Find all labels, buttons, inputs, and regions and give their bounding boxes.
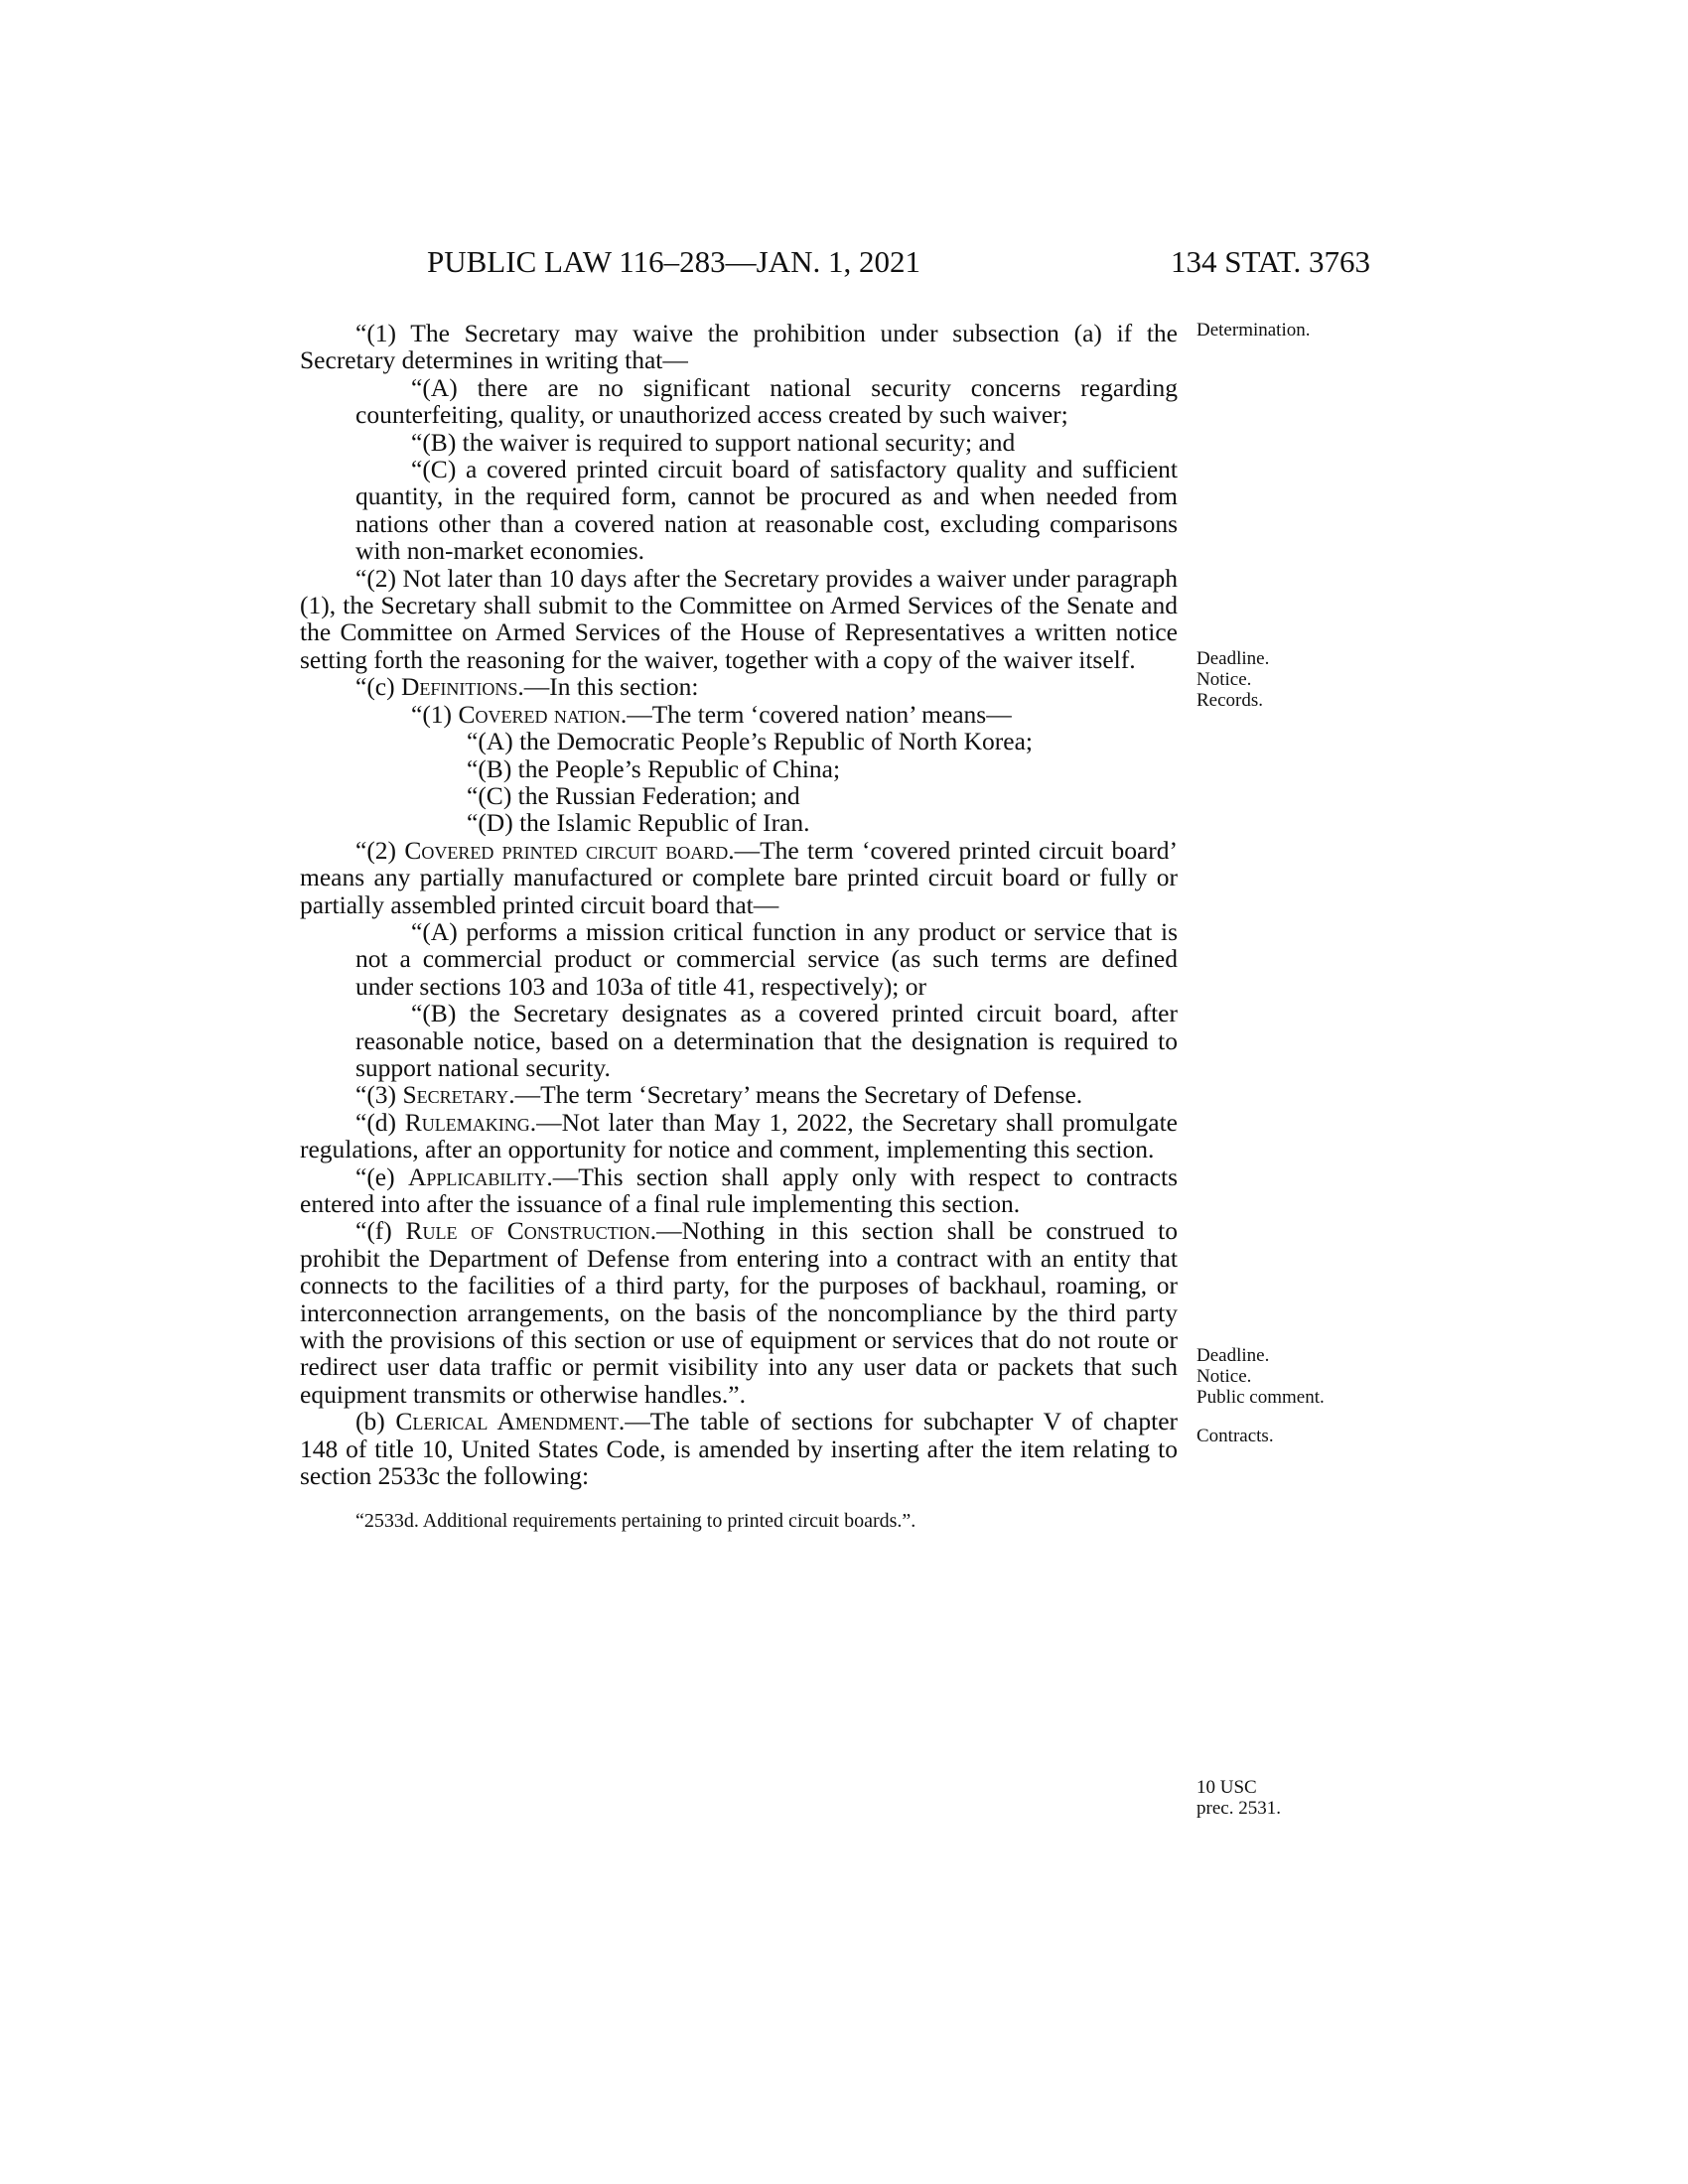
- covered-nation-a: “(A) the Democratic People’s Republic of North Korea;: [467, 727, 1034, 756]
- page-number: 134 STAT. 3763: [1170, 244, 1370, 279]
- subsection-e-applicability: “(e) Applicability.—This section shall apply only with respect to contracts entered into after the issuance of a final rule implementing this section.: [300, 1161, 1178, 1218]
- paragraph-b1: “(1) The Secretary may waive the prohibition under subsection (a) if the Secretary determines in writing that—: [300, 319, 1178, 375]
- table-of-sections-item: “2533d. Additional requirements pertaining to printed circuit boards.”.: [355, 1510, 916, 1533]
- definition-covered-pcb: “(2) Covered printed circuit board.—The term ‘covered printed circuit board’ means any partially manufactured or complete bare printed circuit board or fully or partially assembled printed circuit board that—: [300, 835, 1178, 919]
- page-header: [427, 244, 1370, 284]
- covered-nation-d: “(D) the Islamic Republic of Iran.: [467, 808, 810, 838]
- covered-pcb-b: “(B) the Secretary designates as a covered printed circuit board, after reasonable notice, based on a determination that the designation is required to support national security.: [355, 999, 1178, 1082]
- margin-note-usc-citation: 10 USC prec. 2531.: [1196, 1777, 1281, 1819]
- heading-rule-of-construction: Rule of Construction: [405, 1216, 650, 1246]
- subsection-c-definitions: “(c) Definitions.—In this section:: [355, 672, 699, 702]
- heading-secretary: Secretary: [402, 1080, 509, 1110]
- paragraph-b1-b: “(B) the waiver is required to support national security; and: [411, 427, 1016, 457]
- covered-pcb-a: “(A) performs a mission critical function in any product or service that is not a commercial product or commercial service (as such terms are defined under sections 103 and 103a of title 41, respectively); or: [355, 916, 1178, 1001]
- paragraph-b1-a: “(A) there are no significant national security concerns regarding counterfeiting, quality, or unauthorized access created by such waiver;: [355, 372, 1178, 430]
- subsection-b-clerical-amendment: (b) Clerical Amendment.—The table of sections for subchapter V of chapter 148 of title 10, United States Code, is amended by inserting after the item relating to section 2533c the following:: [300, 1407, 1179, 1491]
- definition-secretary: “(3) Secretary.—The term ‘Secretary’ means the Secretary of Defense.: [355, 1080, 1083, 1110]
- paragraph-b2: “(2) Not later than 10 days after the Secretary provides a waiver under paragraph (1), the Secretary shall submit to the Committee on Armed Services of the Senate and the Committee on Armed Services of the House of Representatives a written notice setting forth the reasoning for the waiver, together with a copy of the waiver itself.: [300, 563, 1178, 674]
- covered-nation-c: “(C) the Russian Federation; and: [467, 780, 800, 810]
- heading-definitions: Definitions: [401, 672, 518, 702]
- definition-covered-nation: “(1) Covered nation.—The term ‘covered nation’ means—: [411, 699, 1012, 729]
- running-head-title: PUBLIC LAW 116–283—JAN. 1, 2021: [427, 244, 920, 279]
- heading-applicability: Applicability: [407, 1161, 547, 1191]
- margin-note-determination: Determination.: [1196, 320, 1311, 341]
- heading-rulemaking: Rulemaking: [404, 1107, 530, 1137]
- subsection-f-rule-of-construction: “(f) Rule of Construction.—Nothing in this section shall be construed to prohibit the Department of Defense from entering into a contract with an entity that connects to the facilities of a third party, for the purposes of backhaul, roaming, or interconnection arrangements, on the basis of the noncompliance by the third party with the provisions of this section or use of equipment or services that do not route or redirect user data traffic or permit visibility into any user data or packets that such equipment transmits or otherwise handles.”.: [300, 1216, 1178, 1409]
- heading-covered-nation: Covered nation: [458, 699, 621, 729]
- margin-note-contracts: Contracts.: [1196, 1426, 1274, 1446]
- heading-covered-pcb: Covered printed circuit board: [404, 835, 729, 865]
- covered-nation-b: “(B) the People’s Republic of China;: [467, 753, 841, 783]
- margin-note-deadline-notice-public-comment: Deadline. Notice. Public comment.: [1196, 1345, 1325, 1408]
- statute-body: [300, 320, 1178, 1533]
- paragraph-b1-c: “(C) a covered printed circuit board of satisfactory quality and sufficient quantity, in the required form, cannot be procured as and when needed from nations other than a covered nation at reasonable cost, excluding comparisons with non-market economies.: [355, 455, 1178, 566]
- subsection-d-rulemaking: “(d) Rulemaking.—Not later than May 1, 2022, the Secretary shall promulgate regulations, after an opportunity for notice and comment, implementing this section.: [300, 1107, 1178, 1164]
- margin-note-deadline-notice-records: Deadline. Notice. Records.: [1196, 648, 1270, 711]
- heading-clerical-amendment: Clerical Amendment: [395, 1407, 619, 1436]
